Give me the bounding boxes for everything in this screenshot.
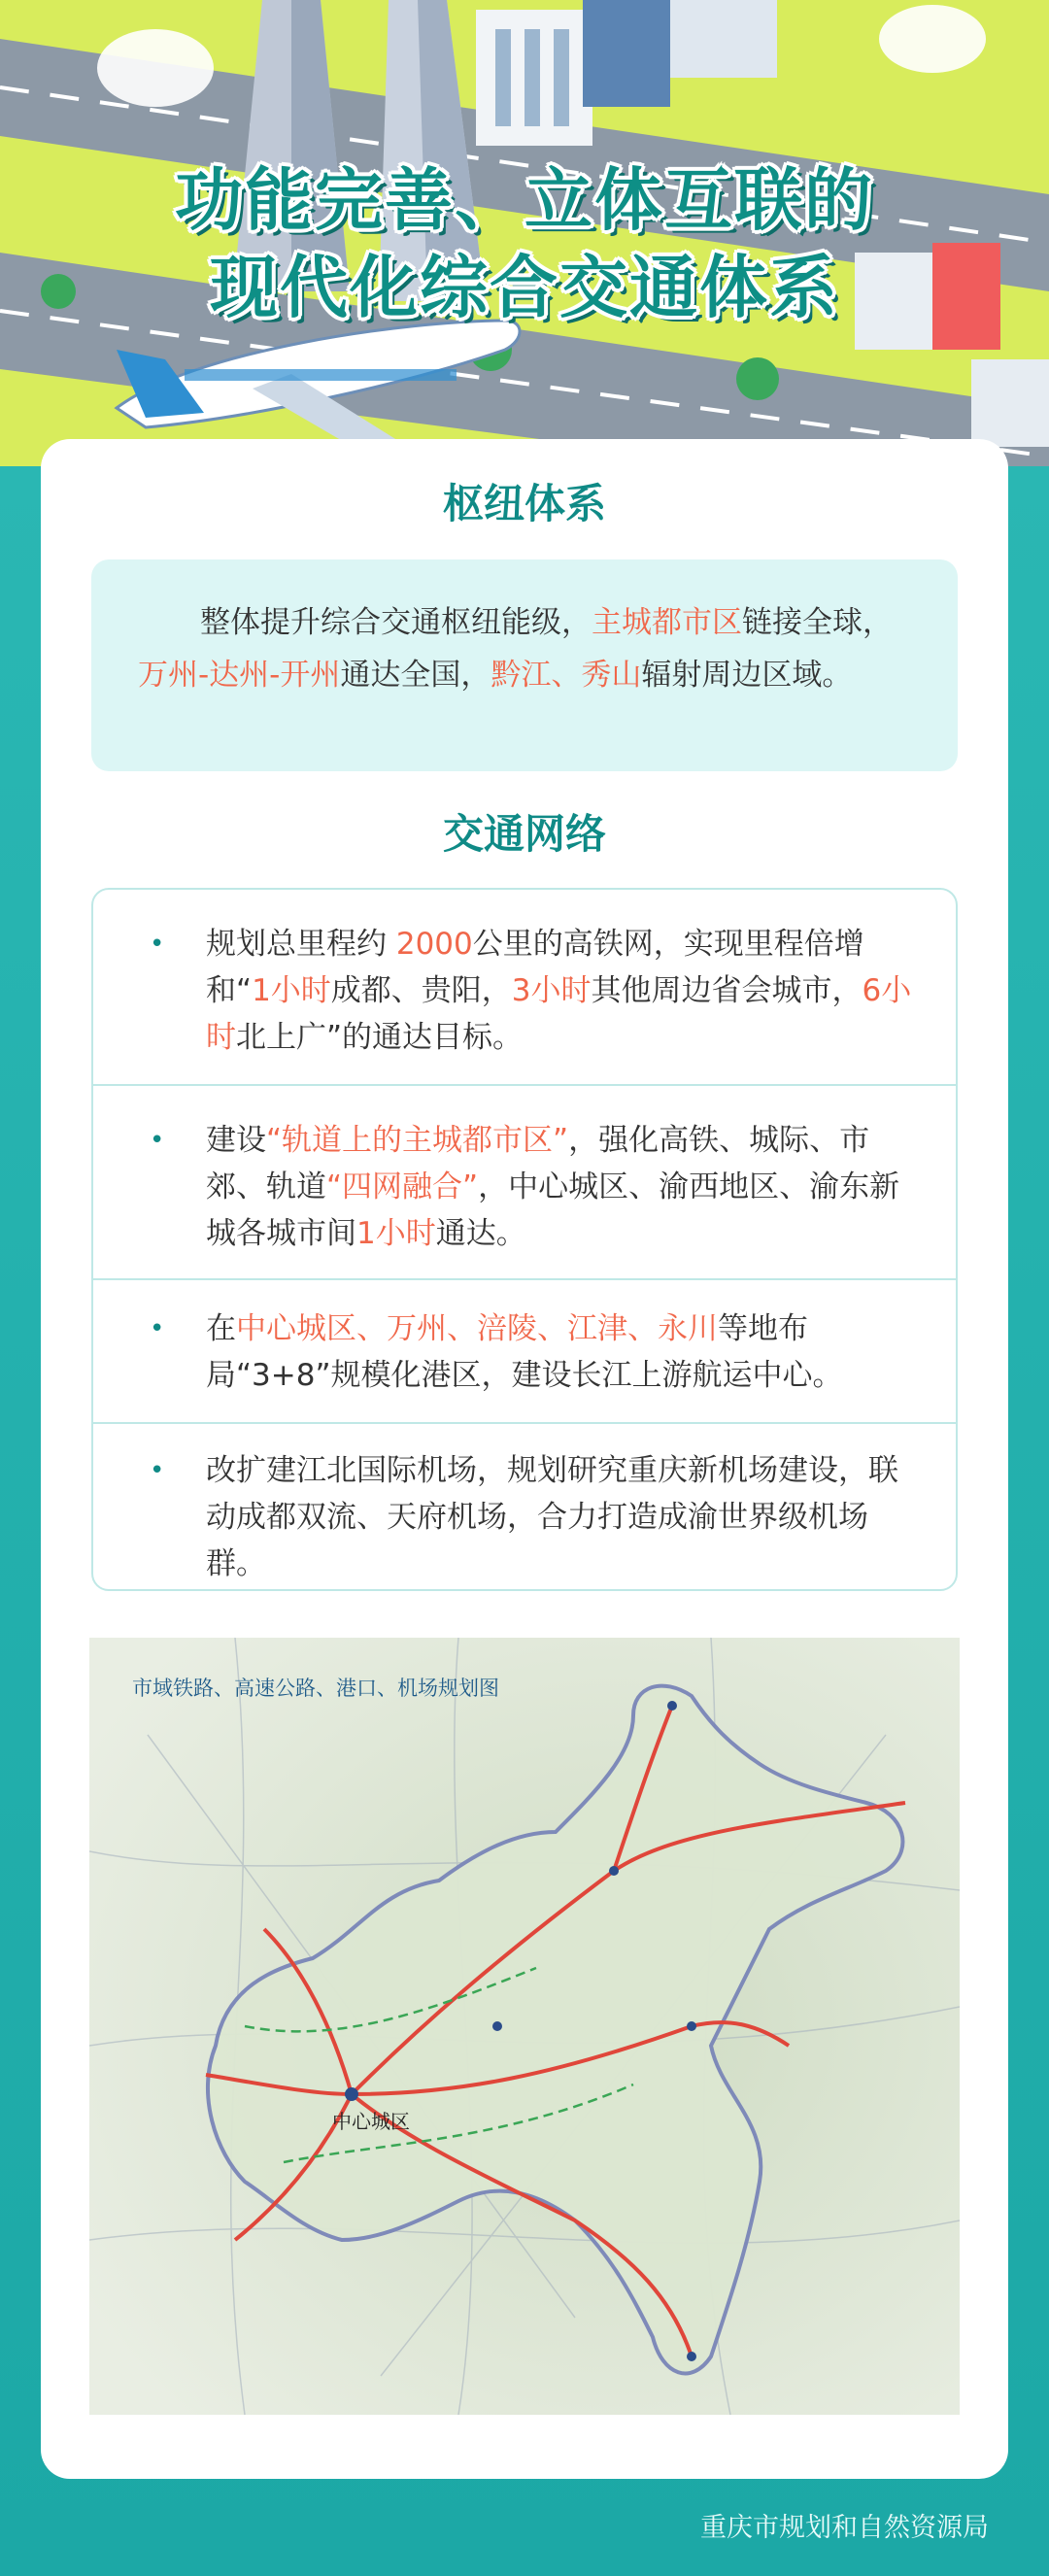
item-text: 通达。 — [435, 1216, 526, 1251]
item-text: ，强化高铁、城际、市郊、轨道 — [206, 1123, 870, 1204]
item-highlight: 2000 — [395, 927, 473, 962]
item-text: 其他周边省会城市， — [591, 973, 863, 1008]
hub-highlight: 黔江、秀山 — [491, 658, 642, 693]
bullet-icon: • — [150, 1126, 165, 1155]
item-highlight: “四网融合” — [326, 1169, 479, 1204]
page-title-line2: 现代化综合交通体系 — [210, 248, 839, 327]
item-highlight: “轨道上的主城都市区” — [266, 1123, 569, 1158]
map-caption: 市域铁路、高速公路、港口、机场规划图 — [132, 1677, 499, 1700]
item-text: 北上广”的通达目标。 — [236, 1020, 524, 1055]
item-text: 公里的高铁网，实现里程倍增和“ — [206, 927, 864, 1008]
planning-map — [89, 1638, 960, 2415]
hub-description-box — [91, 559, 958, 771]
hub-text-part: 通达全国， — [340, 658, 491, 693]
bullet-icon: • — [150, 930, 165, 959]
item-text: ，中心城区、渝西地区、渝东新城各城市间 — [206, 1169, 900, 1251]
bullet-icon: • — [150, 1456, 165, 1485]
item-highlight: 3小时 — [511, 973, 592, 1008]
item-text: 建设 — [206, 1123, 266, 1158]
bullet-icon: • — [150, 1314, 165, 1343]
item-text: 改扩建江北国际机场，规划研究重庆新机场建设，联动成都双流、天府机场，合力打造成渝世界级机场群。 — [206, 1453, 898, 1581]
page-title-line1: 功能完善、立体互联的 — [175, 160, 874, 240]
header-illustration — [0, 0, 1049, 505]
hub-description-text — [138, 596, 919, 701]
item-highlight: 1小时 — [356, 1216, 436, 1251]
item-highlight: 1小时 — [252, 973, 331, 1008]
map-illustration — [89, 1638, 960, 2415]
network-section-title: 交通网络 — [442, 810, 606, 858]
hub-text-part: 辐射周边区域。 — [641, 658, 853, 693]
hub-text-part: 链接全球， — [742, 605, 893, 640]
content-card — [41, 439, 1008, 2479]
hub-section-title: 枢纽体系 — [442, 480, 606, 527]
item-text: 成都、贵阳， — [330, 973, 512, 1008]
item-text: 等地布局“3+8”规模化港区，建设长江上游航运中心。 — [206, 1311, 843, 1393]
item-highlight: 中心城区、万州、涪陵、江津、永川 — [236, 1311, 718, 1346]
map-center-label: 中心城区 — [332, 2110, 410, 2133]
hub-highlight: 万州-达州-开州 — [138, 658, 341, 693]
network-list — [91, 888, 958, 1591]
list-item — [93, 1280, 956, 1424]
list-item — [93, 1086, 956, 1280]
footer-organization: 重庆市规划和自然资源局 — [700, 2513, 989, 2543]
item-text: 在 — [206, 1311, 236, 1346]
list-item — [93, 1424, 956, 1589]
item-text: 规划总里程约 — [206, 927, 396, 962]
list-item — [93, 890, 956, 1086]
hub-highlight: 主城都市区 — [592, 605, 742, 640]
hub-text-part: 整体提升综合交通枢纽能级， — [200, 605, 592, 640]
item-highlight: 6小时 — [206, 973, 912, 1055]
